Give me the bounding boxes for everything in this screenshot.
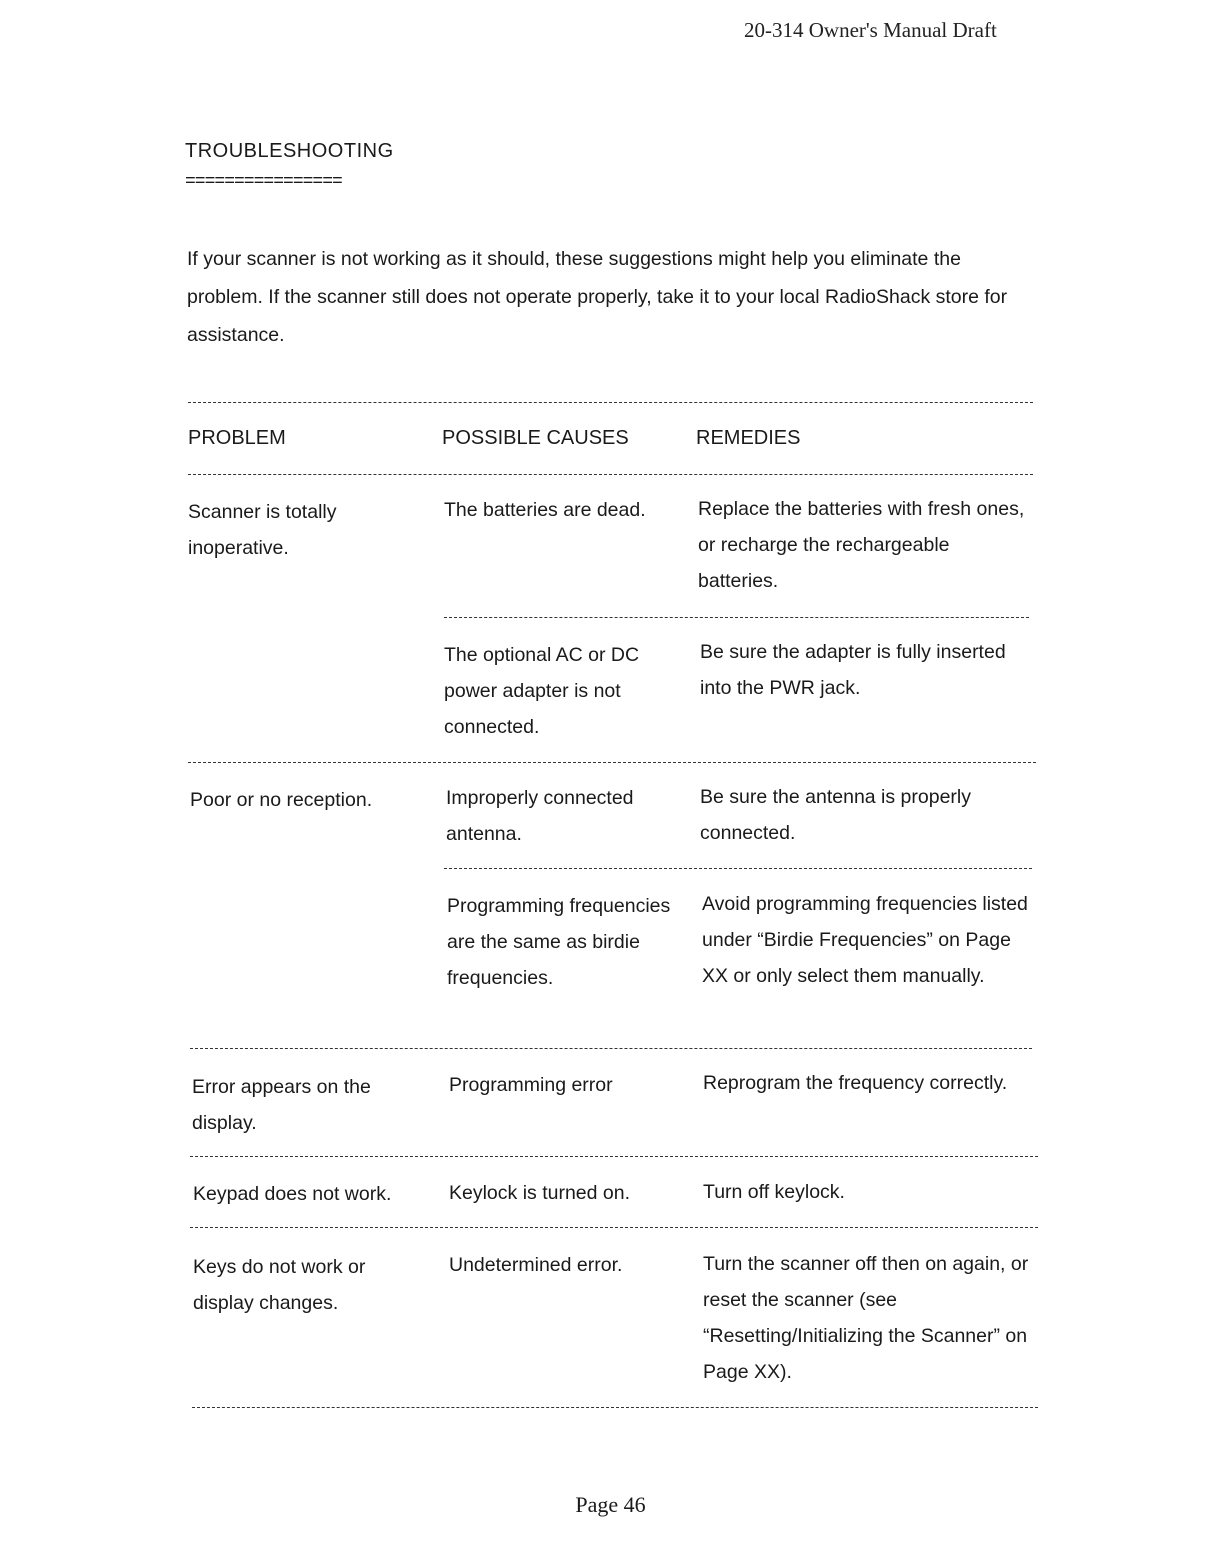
table-rule-row [190,1227,1038,1228]
table-rule-sub [444,868,1032,869]
column-header-remedies: REMEDIES [696,427,801,449]
table-cell-cause: Programming frequencies are the same as birdie frequencies. [447,895,671,989]
column-header-causes: POSSIBLE CAUSES [442,427,629,449]
table-cell-remedy: Avoid programming frequencies listed under “Birdie Frequencies” on Page XX or only select them manually. [702,893,1028,987]
table-cell-remedy: Be sure the adapter is fully inserted into the PWR jack. [700,641,1006,699]
table-cell-problem: Scanner is totally inoperative. [188,501,337,559]
table-cell-problem: Keypad does not work. [193,1183,392,1205]
table-cell-cause: The optional AC or DC power adapter is not connected. [444,644,640,738]
intro-paragraph: If your scanner is not working as it should, these suggestions might help you eliminate the problem. If the scanner still does not operate properly, take it to your local RadioShack store for assistance. [187,248,1008,346]
section-title-underline: ================ [185,172,342,192]
table-rule-row [190,1048,1032,1049]
table-cell-remedy: Turn off keylock. [703,1181,845,1203]
table-rule-row [190,1156,1038,1157]
table-rule-top [188,402,1033,403]
table-rule-header [188,474,1033,475]
table-cell-remedy: Be sure the antenna is properly connected. [700,786,972,844]
section-title: TROUBLESHOOTING [185,140,394,162]
table-cell-cause: Undetermined error. [449,1254,623,1276]
table-rule-row [188,762,1036,763]
table-cell-cause: The batteries are dead. [444,499,646,521]
table-cell-remedy: Reprogram the frequency correctly. [703,1072,1008,1094]
table-cell-problem: Keys do not work or display changes. [193,1256,366,1314]
table-cell-cause: Programming error [449,1074,613,1096]
column-header-problem: PROBLEM [188,427,286,449]
table-cell-cause: Improperly connected antenna. [446,787,634,845]
page-number: Page 46 [575,1492,646,1517]
page-header-title: 20-314 Owner's Manual Draft [744,18,997,42]
table-cell-remedy: Replace the batteries with fresh ones, or recharge the rechargeable batteries. [698,498,1025,592]
table-cell-remedy: Turn the scanner off then on again, or reset the scanner (see “Resetting/Initializing the Scanner” on Page XX). [703,1253,1029,1383]
table-cell-cause: Keylock is turned on. [449,1182,631,1204]
table-rule-bottom [192,1407,1038,1408]
table-cell-problem: Poor or no reception. [190,789,373,811]
table-rule-sub [444,617,1029,618]
table-cell-problem: Error appears on the display. [192,1076,371,1134]
